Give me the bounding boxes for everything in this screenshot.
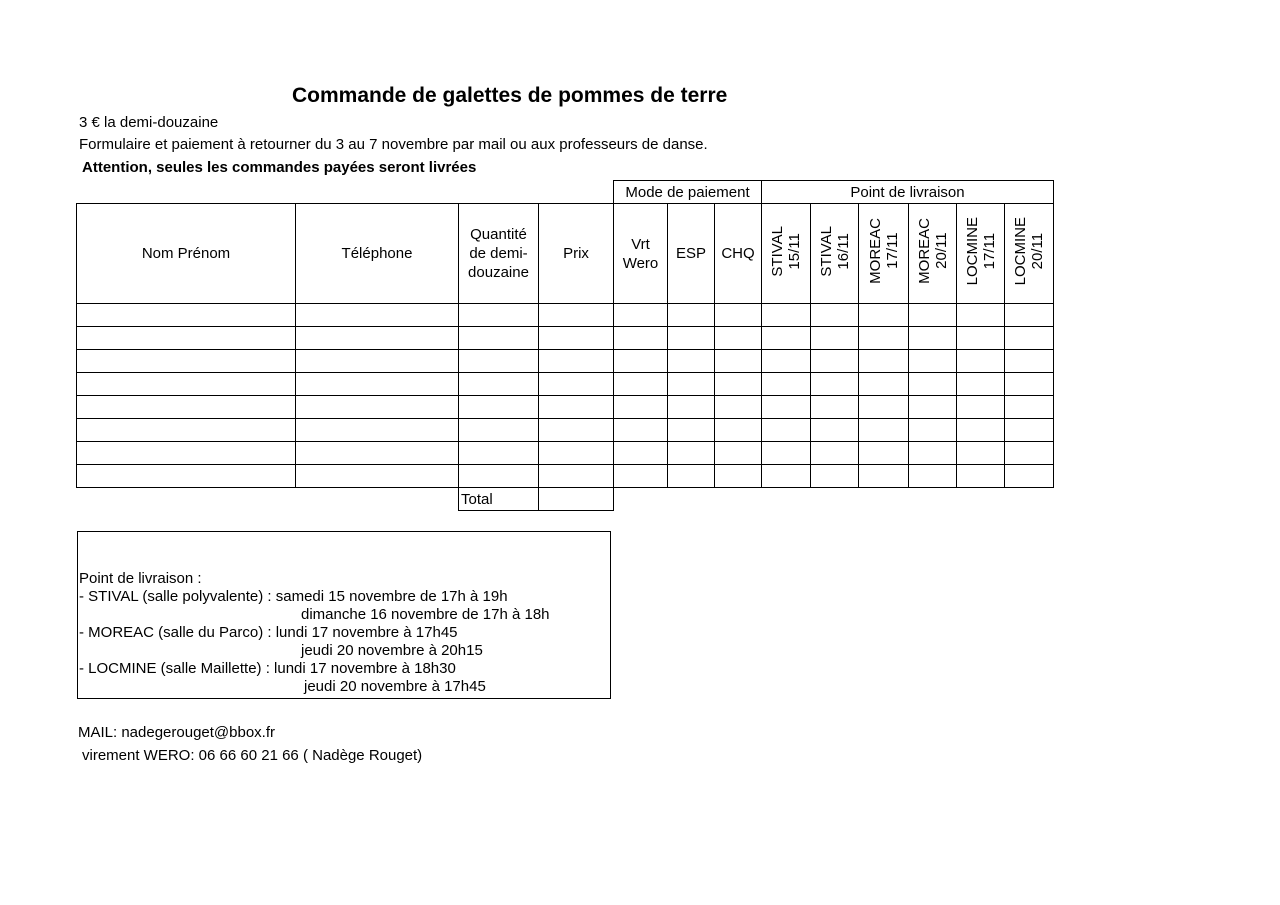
table-cell[interactable] [957, 419, 1005, 442]
table-cell[interactable] [1005, 350, 1054, 373]
table-cell[interactable] [811, 442, 859, 465]
table-cell[interactable] [668, 373, 715, 396]
total-label: Total [459, 488, 539, 511]
table-cell[interactable] [715, 442, 762, 465]
pay-esp-header: ESP [668, 204, 715, 304]
payment-group-header: Mode de paiement [614, 181, 762, 204]
table-cell[interactable] [859, 304, 909, 327]
table-row [77, 465, 1054, 488]
table-cell[interactable] [668, 442, 715, 465]
delivery-moreac-17-header: MOREAC 17/11 [859, 204, 909, 304]
total-cell[interactable] [539, 488, 614, 511]
table-cell[interactable] [539, 396, 614, 419]
table-cell[interactable] [909, 442, 957, 465]
table-cell[interactable] [539, 350, 614, 373]
table-cell[interactable] [909, 465, 957, 488]
table-cell[interactable] [614, 350, 668, 373]
table-cell[interactable] [909, 304, 957, 327]
table-cell[interactable] [957, 327, 1005, 350]
table-cell[interactable] [668, 327, 715, 350]
table-cell[interactable] [1005, 373, 1054, 396]
table-cell[interactable] [614, 396, 668, 419]
table-cell[interactable] [811, 465, 859, 488]
table-cell[interactable] [1005, 327, 1054, 350]
table-cell[interactable] [1005, 442, 1054, 465]
col-price-header: Prix [539, 204, 614, 304]
delivery-stival-15-header: STIVAL 15/11 [762, 204, 811, 304]
table-cell[interactable] [614, 373, 668, 396]
table-cell[interactable] [77, 304, 296, 327]
table-cell[interactable] [539, 442, 614, 465]
table-cell[interactable] [668, 419, 715, 442]
table-cell[interactable] [668, 350, 715, 373]
table-cell[interactable] [715, 465, 762, 488]
table-row [77, 373, 1054, 396]
table-cell[interactable] [77, 350, 296, 373]
table-cell[interactable] [811, 396, 859, 419]
table-cell[interactable] [909, 327, 957, 350]
table-cell[interactable] [539, 304, 614, 327]
table-cell[interactable] [77, 419, 296, 442]
table-cell[interactable] [715, 419, 762, 442]
delivery-stival-16-header: STIVAL 16/11 [811, 204, 859, 304]
table-cell[interactable] [296, 419, 459, 442]
return-instructions: Formulaire et paiement à retourner du 3 au 7 novembre par mail ou aux professeurs de danse. [79, 136, 708, 153]
table-cell[interactable] [957, 304, 1005, 327]
table-cell[interactable] [459, 350, 539, 373]
table-cell[interactable] [811, 327, 859, 350]
table-cell[interactable] [539, 327, 614, 350]
table-cell[interactable] [762, 327, 811, 350]
pay-vrt-header: Vrt Wero [614, 204, 668, 304]
delivery-moreac-20-header: MOREAC 20/11 [909, 204, 957, 304]
table-cell[interactable] [668, 465, 715, 488]
table-cell[interactable] [859, 442, 909, 465]
table-cell[interactable] [1005, 419, 1054, 442]
delivery-line: jeudi 20 novembre à 17h45 [304, 678, 486, 695]
table-cell[interactable] [668, 396, 715, 419]
table-cell[interactable] [1005, 396, 1054, 419]
page-title: Commande de galettes de pommes de terre [292, 84, 728, 107]
table-cell[interactable] [957, 396, 1005, 419]
table-cell[interactable] [859, 465, 909, 488]
table-cell[interactable] [296, 304, 459, 327]
price-line: 3 € la demi-douzaine [79, 114, 219, 131]
delivery-line: - LOCMINE (salle Maillette) : lundi 17 novembre à 18h30 [79, 660, 456, 677]
table-cell[interactable] [762, 304, 811, 327]
table-cell[interactable] [715, 350, 762, 373]
table-cell[interactable] [296, 442, 459, 465]
table-cell[interactable] [762, 373, 811, 396]
pay-chq-header: CHQ [715, 204, 762, 304]
table-cell[interactable] [539, 373, 614, 396]
delivery-locmine-20-header: LOCMINE 20/11 [1005, 204, 1054, 304]
total-spacer [77, 488, 459, 511]
table-cell[interactable] [957, 442, 1005, 465]
table-row [77, 419, 1054, 442]
payment-warning: Attention, seules les commandes payées seront livrées [82, 159, 477, 176]
table-cell[interactable] [859, 396, 909, 419]
col-name-header: Nom Prénom [77, 204, 296, 304]
table-row [77, 442, 1054, 465]
contact-mail: MAIL: nadegerouget@bbox.fr [78, 724, 276, 741]
table-cell[interactable] [296, 350, 459, 373]
table-cell[interactable] [459, 419, 539, 442]
table-cell[interactable] [762, 396, 811, 419]
table-cell[interactable] [539, 465, 614, 488]
table-cell[interactable] [811, 350, 859, 373]
table-cell[interactable] [614, 327, 668, 350]
table-cell[interactable] [296, 373, 459, 396]
table-row [77, 396, 1054, 419]
col-phone-header: Téléphone [296, 204, 459, 304]
table-cell[interactable] [762, 419, 811, 442]
table-cell[interactable] [715, 396, 762, 419]
table-cell[interactable] [957, 350, 1005, 373]
delivery-locmine-17-header: LOCMINE 17/11 [957, 204, 1005, 304]
table-cell[interactable] [762, 350, 811, 373]
table-cell[interactable] [296, 465, 459, 488]
table-cell[interactable] [77, 442, 296, 465]
table-cell[interactable] [811, 373, 859, 396]
table-cell[interactable] [77, 327, 296, 350]
table-cell[interactable] [668, 304, 715, 327]
table-row [77, 304, 1054, 327]
table-cell[interactable] [77, 465, 296, 488]
table-cell[interactable] [77, 396, 296, 419]
table-cell[interactable] [957, 373, 1005, 396]
table-cell[interactable] [459, 396, 539, 419]
table-row [77, 327, 1054, 350]
table-cell[interactable] [957, 465, 1005, 488]
header-spacer [77, 181, 614, 204]
col-quantity-header: Quantité de demi-douzaine [459, 204, 539, 304]
table-cell[interactable] [539, 419, 614, 442]
table-cell[interactable] [459, 327, 539, 350]
table-cell[interactable] [1005, 465, 1054, 488]
table-cell[interactable] [77, 373, 296, 396]
table-cell[interactable] [715, 304, 762, 327]
table-cell[interactable] [811, 304, 859, 327]
order-table [76, 180, 1054, 511]
table-cell[interactable] [296, 396, 459, 419]
table-cell[interactable] [859, 350, 909, 373]
table-cell[interactable] [614, 419, 668, 442]
table-cell[interactable] [459, 442, 539, 465]
table-cell[interactable] [614, 304, 668, 327]
table-cell[interactable] [909, 350, 957, 373]
table-cell[interactable] [614, 465, 668, 488]
delivery-line: dimanche 16 novembre de 17h à 18h [301, 606, 550, 623]
table-cell[interactable] [762, 442, 811, 465]
table-cell[interactable] [459, 465, 539, 488]
table-cell[interactable] [715, 373, 762, 396]
table-cell[interactable] [909, 396, 957, 419]
table-cell[interactable] [859, 419, 909, 442]
delivery-group-header: Point de livraison [762, 181, 1054, 204]
table-cell[interactable] [859, 327, 909, 350]
table-cell[interactable] [762, 465, 811, 488]
delivery-line: - MOREAC (salle du Parco) : lundi 17 novembre à 17h45 [79, 624, 458, 641]
table-cell[interactable] [1005, 304, 1054, 327]
table-cell[interactable] [859, 373, 909, 396]
table-cell[interactable] [614, 442, 668, 465]
delivery-line: - STIVAL (salle polyvalente) : samedi 15 novembre de 17h à 19h [79, 588, 508, 605]
table-cell[interactable] [459, 373, 539, 396]
table-cell[interactable] [909, 373, 957, 396]
table-cell[interactable] [715, 327, 762, 350]
table-cell[interactable] [459, 304, 539, 327]
table-cell[interactable] [811, 419, 859, 442]
table-cell[interactable] [296, 327, 459, 350]
delivery-heading: Point de livraison : [79, 570, 202, 587]
contact-wero: virement WERO: 06 66 60 21 66 ( Nadège Rouget) [82, 747, 423, 764]
table-row [77, 350, 1054, 373]
delivery-line: jeudi 20 novembre à 20h15 [301, 642, 483, 659]
table-cell[interactable] [909, 419, 957, 442]
delivery-info-box [77, 531, 611, 699]
